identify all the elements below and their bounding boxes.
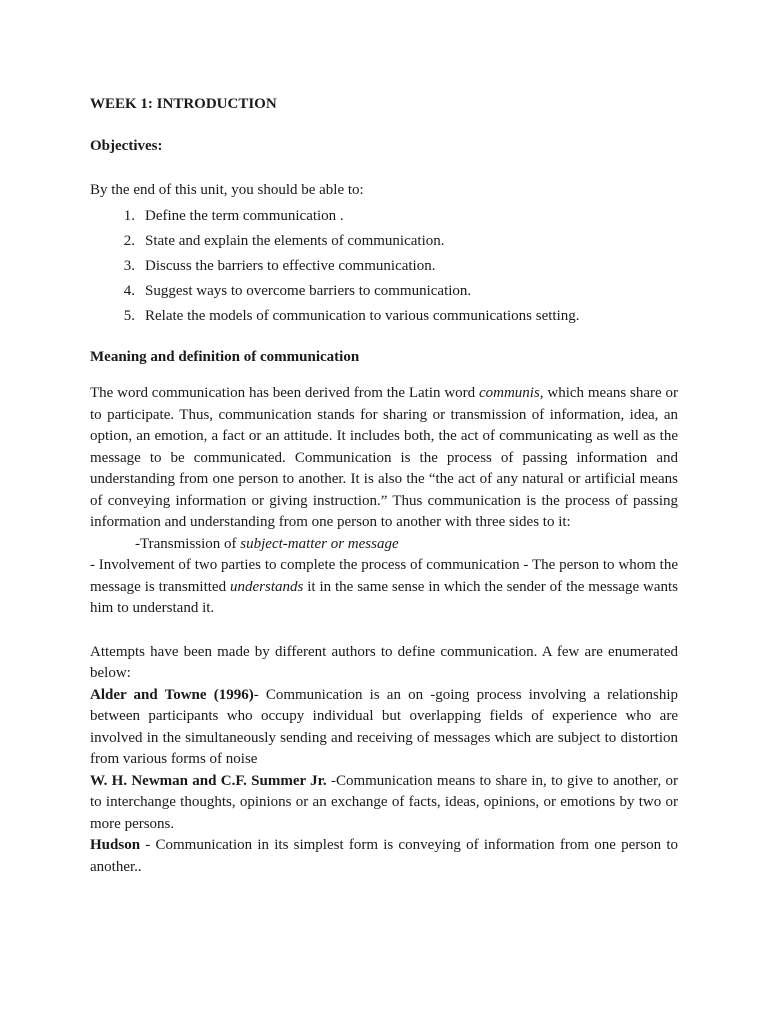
section-title: Meaning and definition of communication xyxy=(90,349,360,365)
side-involvement: - Involvement of two parties to complete the process of communication - The person to whom the message is transmitted understands it in the same sense in which the sender of the message wants him to understand it. xyxy=(90,557,678,616)
list-item xyxy=(90,279,678,304)
latin-term: communis, xyxy=(478,385,544,401)
paragraph-text: which means share or to participate. Thus, communication stands for sharing or transmission of information, idea, an option, an emotion, a fact or an attitude. It includes both, the act of communicating as well as the message to be communicated. Communication is the process of passing information and understanding from one person to another. It is also the “the act of any natural or artificial means of conveying information or giving instruction.” Thus communication is the process of passing information and understanding from one person to another with three sides to it: xyxy=(90,385,678,530)
definition-paragraph xyxy=(90,383,678,534)
definition-entry xyxy=(90,835,678,878)
list-item xyxy=(90,204,678,229)
definition-author: Hudson xyxy=(90,837,141,853)
list-item xyxy=(90,304,678,329)
definition-author: Alder and Towne (1996) xyxy=(90,686,254,703)
list-item-number: 3. xyxy=(123,258,135,274)
emphasis-text: subject-matter or message xyxy=(240,535,399,552)
definition-entry xyxy=(90,685,678,771)
list-item-text: Suggest ways to overcome barriers to communication. xyxy=(145,283,472,299)
list-item-text: State and explain the elements of communication. xyxy=(145,233,445,249)
list-item-text: Define the term communication . xyxy=(145,208,344,224)
attempts-paragraph: Attempts have been made by different authors to define communication. A few are enumerated below: xyxy=(90,643,678,681)
objectives-lead: By the end of this unit, you should be able to: xyxy=(90,182,364,198)
definition-text: - Communication in its simplest form is conveying of information from one person to another.. xyxy=(90,837,678,875)
definition-author: W. H. Newman and C.F. Summer Jr. xyxy=(90,772,327,789)
list-item-number: 2. xyxy=(123,233,135,249)
document-title: WEEK 1: INTRODUCTION xyxy=(90,96,277,112)
list-item-number: 1. xyxy=(123,208,135,224)
list-item-text: Discuss the barriers to effective communication. xyxy=(145,258,436,274)
definition-entry xyxy=(90,771,678,836)
paragraph-text: The word communication has been derived from the Latin word xyxy=(90,385,479,401)
side-transmission: -Transmission of subject-matter or message xyxy=(135,535,399,552)
list-item xyxy=(90,229,678,254)
spacer xyxy=(90,620,678,642)
definition-text: - Communication is an on -going process involving a relationship between participants who occupy individual but overlapping fields of experience who are involved in the simultaneously sending and receiving of messages which are subject to distortion from various forms of noise xyxy=(90,686,678,767)
list-item-number: 4. xyxy=(123,283,135,299)
list-item xyxy=(90,254,678,279)
list-item-number: 5. xyxy=(123,308,135,324)
objectives-list xyxy=(90,204,678,329)
emphasis-text: understands xyxy=(229,578,304,595)
definition-text: -Communication means to share in, to give to another, or to interchange thoughts, opinions or an exchange of facts, ideas, opinions, or emotions by two or more persons. xyxy=(90,772,678,832)
document-page xyxy=(90,94,678,878)
list-item-text: Relate the models of communication to various communications setting. xyxy=(145,308,580,324)
objectives-heading: Objectives: xyxy=(90,138,163,154)
